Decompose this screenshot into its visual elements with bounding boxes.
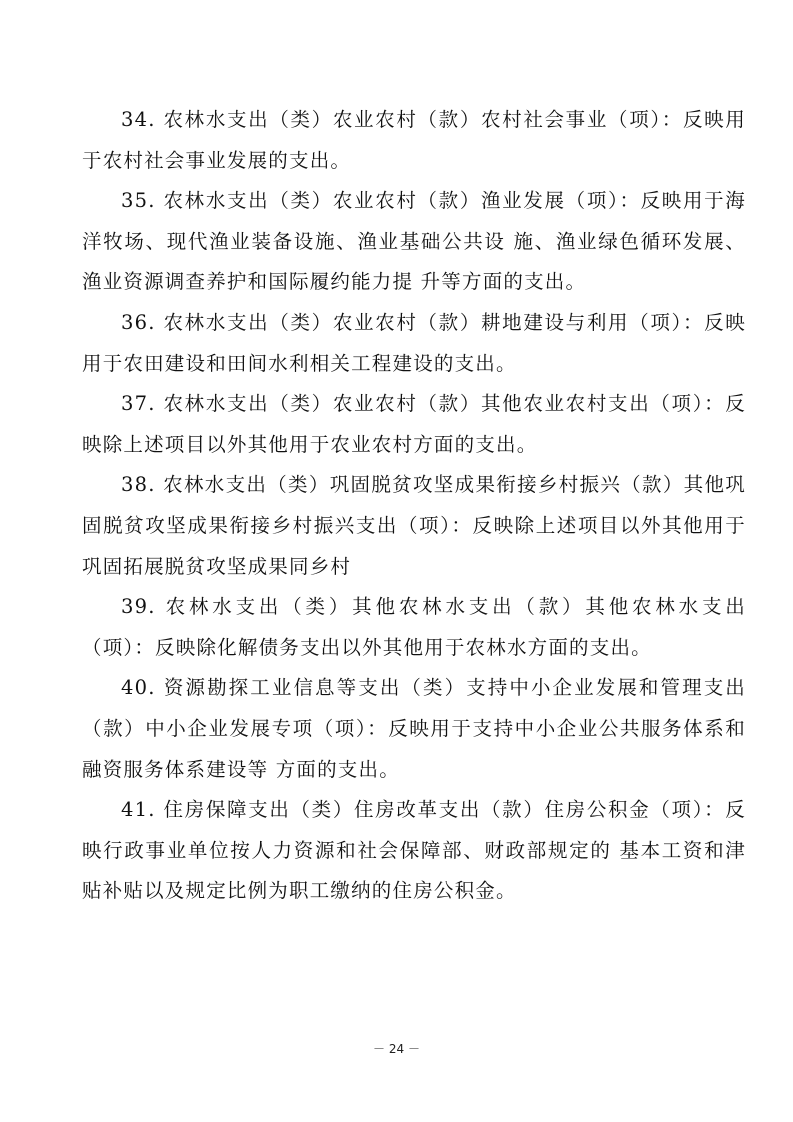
page-body xyxy=(82,100,746,912)
paragraph-38: 38. 农林水支出（类）巩固脱贫攻坚成果衔接乡村振兴（款）其他巩固脱贫攻坚成果衔接乡村振兴支出（项）：反映除上述项目以外其他用于巩固拓展脱贫攻坚成果同乡村 xyxy=(82,473,746,578)
paragraph-36: 36. 农林水支出（类）农业农村（款）耕地建设与利用（项）：反映用于农田建设和田间水利相关工程建设的支出。 xyxy=(82,310,746,375)
page-number: － 24 － xyxy=(373,1042,420,1056)
paragraph-41: 41. 住房保障支出（类）住房改革支出（款）住房公积金（项）：反映行政事业单位按人力资源和社会保障部、财政部规定的 基本工资和津贴补贴以及规定比例为职工缴纳的住房公积金。 xyxy=(82,798,746,903)
paragraph-37: 37. 农林水支出（类）农业农村（款）其他农业农村支出（项）：反映除上述项目以外其他用于农业农村方面的支出。 xyxy=(82,392,746,456)
paragraph-34: 34. 农林水支出（类）农业农村（款）农村社会事业（项）：反映用于农村社会事业发展的支出。 xyxy=(82,108,746,172)
paragraph-39: 39. 农林水支出（类）其他农林水支出（款）其他农林水支出（项）：反映除化解债务支出以外其他用于农林水方面的支出。 xyxy=(82,595,746,659)
paragraph-40: 40. 资源勘探工业信息等支出（类）支持中小企业发展和管理支出（款）中小企业发展专项（项）：反映用于支持中小企业公共服务体系和融资服务体系建设等 方面的支出。 xyxy=(82,676,746,781)
paragraph-35: 35. 农林水支出（类）农业农村（款）渔业发展（项）：反映用于海洋牧场、现代渔业装备设施、渔业基础公共设 施、渔业绿色循环发展、渔业资源调查养护和国际履约能力提 升等方面的支出。 xyxy=(82,189,746,294)
